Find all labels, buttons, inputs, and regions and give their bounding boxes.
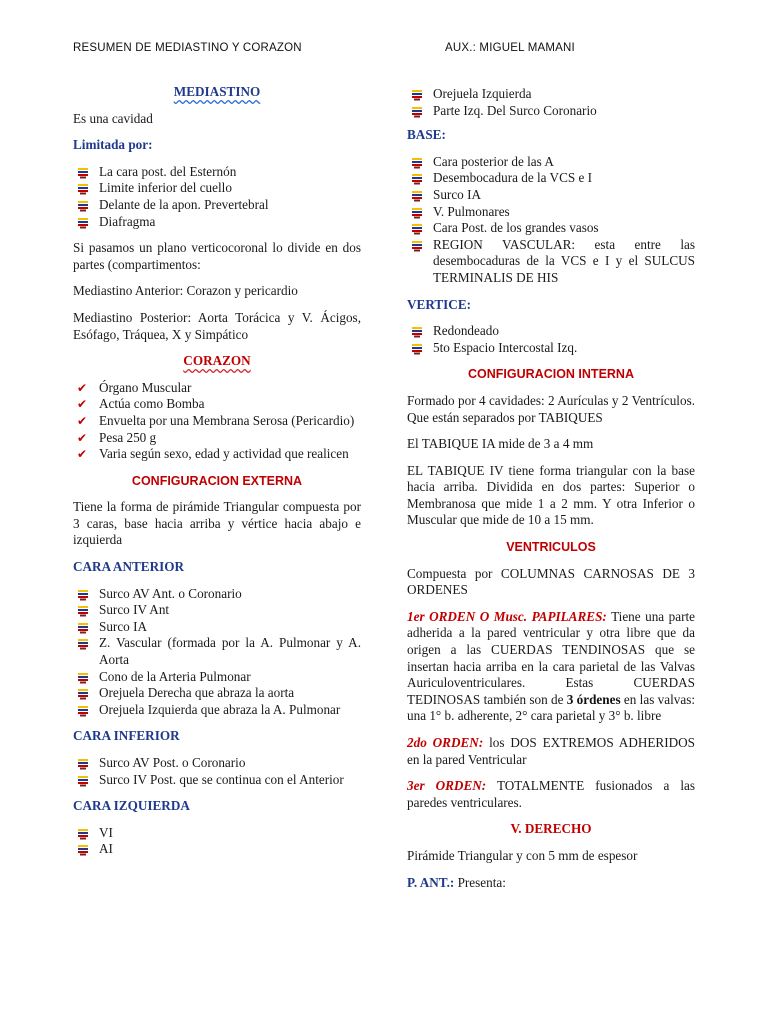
list-item [99, 214, 361, 231]
checkmark-icon: ✔ [77, 430, 88, 445]
pointing-hand-bullet-icon [77, 705, 89, 717]
list-item [99, 586, 361, 603]
paragraph-plano: Si pasamos un plano verticocoronal lo divide en dos partes (compartimentos: [73, 240, 361, 272]
list-item-text: Surco IV Ant [99, 602, 170, 618]
list-item-text: Z. Vascular (formada por la A. Pulmonar y A. Aorta [99, 635, 361, 668]
list-item-text: AI [99, 841, 113, 857]
list-item-text: Surco IA [99, 618, 147, 634]
list-item [99, 180, 361, 197]
list-item-text: Surco AV Post. o Coronario [99, 755, 246, 770]
list-item-text: Envuelta por una Membrana Serosa (Pericardio) [99, 412, 355, 428]
pointing-hand-bullet-icon [411, 326, 423, 338]
paragraph-p-ant: P. ANT.: Presenta: [407, 874, 506, 890]
list-item-text: 5to Espacio Intercostal Izq. [433, 339, 578, 355]
pointing-hand-bullet-icon [411, 106, 423, 118]
list-item-text: Diafragma [99, 213, 156, 229]
list-corazon [73, 380, 361, 463]
section-title-v-derecho: V. DERECHO [510, 821, 592, 837]
list-vertice [407, 323, 695, 356]
header-title: RESUMEN DE MEDIASTINO Y CORAZON [73, 42, 302, 54]
orden-2-label: 2do ORDEN: [407, 735, 484, 750]
checkmark-icon: ✔ [77, 447, 88, 462]
list-cara-izquierda [73, 825, 361, 858]
list-item-text: Redondeado [433, 323, 499, 339]
list-item [433, 187, 695, 204]
list-item [99, 669, 361, 686]
list-cara-inferior [73, 755, 361, 788]
list-item [433, 220, 695, 237]
paragraph-config-interna: Formado por 4 cavidades: 2 Aurículas y 2 Ventrículos. Que están separados por TABIQUES [407, 392, 695, 425]
list-item [77, 446, 361, 463]
checkmark-icon: ✔ [77, 397, 88, 412]
list-item [433, 103, 695, 120]
list-item [99, 685, 361, 702]
list-item [77, 429, 361, 447]
paragraph-tabique-ia: El TABIQUE IA mide de 3 a 4 mm [407, 436, 594, 452]
p-ant-label: P. ANT.: [407, 874, 455, 890]
list-item-text: Surco IV Post. que se continua con el Anterior [99, 771, 344, 787]
list-item [433, 86, 695, 103]
list-item [99, 825, 361, 842]
subtitle-vertice: VERTICE: [407, 296, 472, 312]
subtitle-cara-inferior: CARA INFERIOR [73, 728, 180, 744]
paragraph-orden-2: 2do ORDEN: los DOS EXTREMOS ADHERIDOS en la pared Ventricular [407, 735, 696, 767]
list-item-text: Actúa como Bomba [99, 396, 205, 412]
pointing-hand-bullet-icon [77, 844, 89, 856]
paragraph-med-posterior: Mediastino Posterior: Aorta Torácica y V. Ácigos, Esófago, Tráquea, X y Simpático [73, 309, 361, 342]
left-column [73, 84, 361, 868]
subtitle-cara-izquierda: CARA IZQUIERDA [73, 798, 190, 814]
list-item [433, 323, 695, 340]
section-title-config-interna: CONFIGURACION INTERNA [468, 367, 634, 382]
pointing-hand-bullet-icon [411, 190, 423, 202]
list-item-text: V. Pulmonares [433, 203, 510, 219]
list-cara-izquierda-cont [407, 86, 695, 119]
paragraph-orden-1: 1er ORDEN O Musc. PAPILARES: Tiene una parte adherida a la pared ventricular y otra libre que da origen a las CUERDAS TENDINOSAS que se insertan hacia arriba en la cara parietal de las Valvas Auriculoventriculares. Estas CUERDAS TEDINOSAS también son de 3 órdenes en las valvas: una 1° b. adherente, 2° cara parietal y 3° b. libre [407, 608, 695, 724]
pointing-hand-bullet-icon [77, 828, 89, 840]
pointing-hand-bullet-icon [77, 688, 89, 700]
list-item-text: Cara posterior de las A [433, 153, 554, 169]
pointing-hand-bullet-icon [77, 622, 89, 634]
list-item-text: Limite inferior del cuello [99, 180, 232, 196]
pointing-hand-bullet-icon [411, 173, 423, 185]
list-item [77, 396, 361, 413]
list-item [99, 772, 361, 789]
list-item-text: Órgano Muscular [99, 379, 192, 395]
checkmark-icon: ✔ [77, 380, 88, 395]
pointing-hand-bullet-icon [411, 89, 423, 101]
list-item [99, 164, 361, 181]
paragraph-orden-3: 3er ORDEN: TOTALMENTE fusionados a las paredes ventriculares. [407, 778, 695, 810]
pointing-hand-bullet-icon [77, 638, 89, 650]
orden-1-label: 1er ORDEN O Musc. PAPILARES: [407, 608, 607, 624]
paragraph-cavidad: Es una cavidad [73, 110, 153, 126]
list-item [99, 602, 361, 619]
paragraph-config-externa: Tiene la forma de pirámide Triangular compuesta por 3 caras, base hacia arriba y vértice hacia abajo e izquierda [73, 499, 361, 548]
pointing-hand-bullet-icon [77, 200, 89, 212]
list-item [433, 154, 695, 171]
paragraph-tabique-iv: EL TABIQUE IV tiene forma triangular con la base hacia arriba. Dividida en dos partes: Superior o Membranosa que mide 1 a 2 mm. Y otra Inferior o Muscular que mide de 10 a 15 mm. [407, 462, 695, 528]
subtitle-base: BASE: [407, 127, 446, 143]
list-item-text: Desembocadura de la VCS e I [433, 170, 593, 186]
list-item [77, 412, 361, 430]
list-item [433, 340, 695, 357]
list-item-text: Orejuela Izquierda que abraza la A. Pulmonar [99, 701, 341, 717]
pointing-hand-bullet-icon [411, 223, 423, 235]
list-item [99, 619, 361, 636]
subtitle-limitada: Limitada por: [73, 137, 153, 153]
list-item-text: Varia según sexo, edad y actividad que realicen [99, 446, 349, 462]
pointing-hand-bullet-icon [77, 217, 89, 229]
header-author: AUX.: MIGUEL MAMANI [445, 42, 575, 54]
pointing-hand-bullet-icon [77, 672, 89, 684]
checkmark-icon: ✔ [77, 413, 88, 428]
paragraph-med-anterior: Mediastino Anterior: Corazon y pericardio [73, 283, 298, 299]
page-header [73, 42, 693, 60]
section-title-ventriculos: VENTRICULOS [506, 540, 596, 555]
paragraph-ventriculos: Compuesta por COLUMNAS CARNOSAS DE 3 ORDENES [407, 565, 695, 598]
list-item-text: Parte Izq. Del Surco Coronario [433, 102, 597, 118]
list-item-text: Surco AV Ant. o Coronario [99, 585, 242, 601]
section-title-mediastino: MEDIASTINO [173, 84, 261, 99]
list-item [433, 170, 695, 187]
list-item [99, 635, 361, 668]
list-item [99, 197, 361, 214]
list-limitada [73, 164, 361, 230]
orden-3-label: 3er ORDEN: [407, 778, 487, 794]
list-item-text: La cara post. del Esternón [99, 163, 237, 179]
list-item-text: Orejuela Derecha que abraza la aorta [99, 685, 295, 701]
pointing-hand-bullet-icon [411, 343, 423, 355]
pointing-hand-bullet-icon [77, 758, 89, 770]
subtitle-cara-anterior: CARA ANTERIOR [73, 559, 185, 575]
list-item-text: Surco IA [433, 186, 481, 202]
pointing-hand-bullet-icon [411, 240, 423, 252]
list-item [77, 379, 361, 397]
pointing-hand-bullet-icon [411, 157, 423, 169]
right-column [407, 86, 695, 901]
list-item [433, 237, 695, 287]
pointing-hand-bullet-icon [77, 167, 89, 179]
list-item-text: REGION VASCULAR: esta entre las desembocaduras de la VCS e I y el SULCUS TERMINALIS DE HIS [433, 236, 695, 285]
pointing-hand-bullet-icon [77, 775, 89, 787]
pointing-hand-bullet-icon [77, 589, 89, 601]
section-title-config-externa: CONFIGURACION EXTERNA [131, 473, 303, 488]
list-item-text: VI [99, 824, 113, 840]
list-item-text: Delante de la apon. Prevertebral [99, 196, 269, 212]
list-item [433, 204, 695, 221]
pointing-hand-bullet-icon [77, 183, 89, 195]
list-item-text: Pesa 250 g [99, 429, 157, 445]
pointing-hand-bullet-icon [77, 605, 89, 617]
paragraph-v-derecho: Pirámide Triangular y con 5 mm de espesor [407, 847, 638, 863]
pointing-hand-bullet-icon [411, 207, 423, 219]
list-item [99, 702, 361, 719]
list-item [99, 755, 361, 772]
section-title-corazon: CORAZON [183, 353, 251, 369]
list-item-text: Cono de la Arteria Pulmonar [99, 668, 251, 684]
list-item-text: Orejuela Izquierda [433, 86, 532, 101]
list-item-text: Cara Post. de los grandes vasos [433, 220, 599, 236]
list-base [407, 154, 695, 287]
list-item [99, 841, 361, 858]
list-cara-anterior [73, 586, 361, 719]
